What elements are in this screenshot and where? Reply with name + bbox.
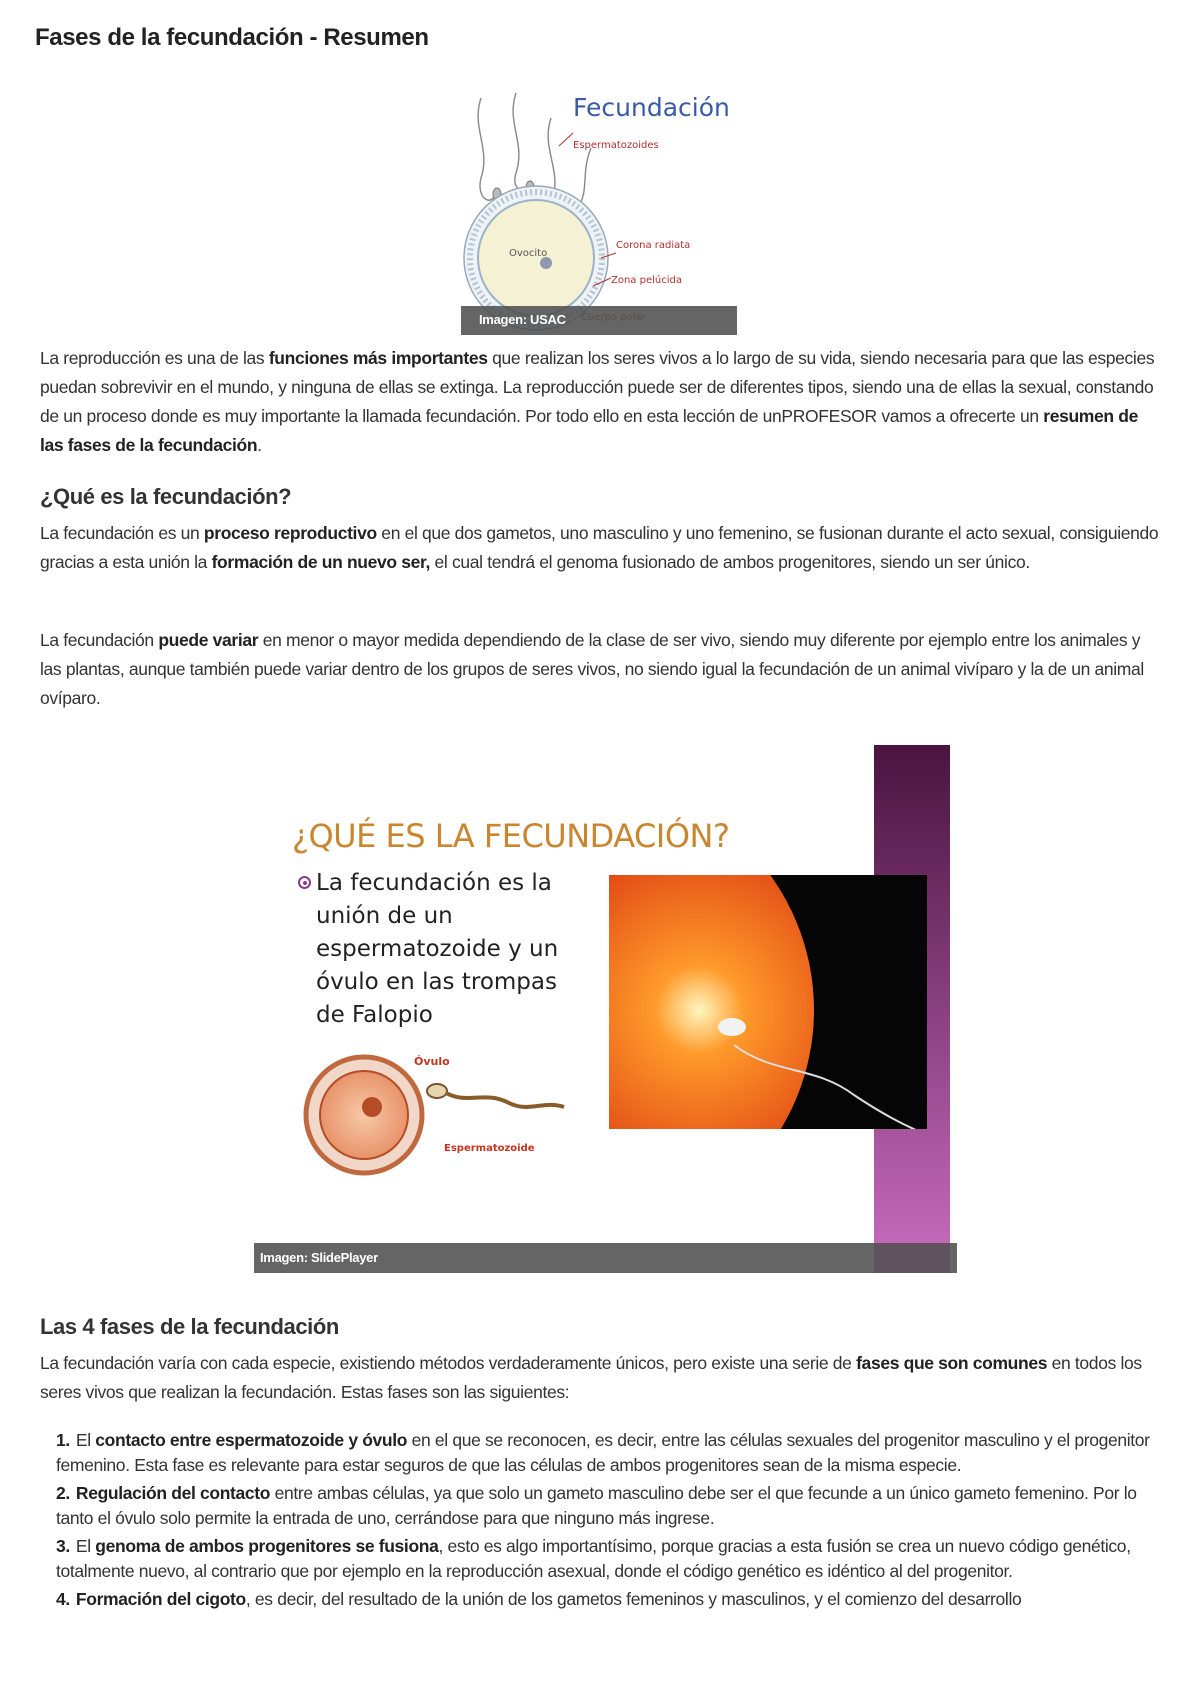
phases-intro-paragraph: La fecundación varía con cada especie, existiendo métodos verdaderamente únicos, pero existe una serie de fases que son comunes en todos los seres vivos que realizan la fecundación. Estas fases son las siguientes:: [40, 1353, 1142, 1402]
label-espermatozoide: Espermatozoide: [444, 1143, 535, 1154]
fecundacion-diagram: [461, 88, 737, 335]
list-item: 2. Regulación del contacto entre ambas células, ya que solo un gameto masculino debe ser el que fecunde a un único gameto femenino. Por lo tanto el óvulo solo permite la entrada de uno, cerrándose para que ninguno más ingrese.: [56, 1483, 1137, 1528]
definition-paragraph: La fecundación es un proceso reproductivo en el que dos gametos, uno masculino y uno femenino, se fusionan durante el acto sexual, consiguiendo gracias a esta unión la formación de un nuevo ser, el cual tendrá el genoma fusionado de ambos progenitores, siendo un ser único.: [40, 523, 1159, 572]
slide-bullet-text: La fecundación es la unión de un espermatozoide y un óvulo en las trompas de Falopio: [316, 870, 559, 1028]
list-item: 4. Formación del cigoto, es decir, del resultado de la unión de los gametos femeninos y masculinos, y el comienzo del desarrollo: [56, 1589, 1022, 1609]
list-item: 1. El contacto entre espermatozoide y óvulo en el que se reconocen, es decir, entre las células sexuales del progenitor masculino y el progenitor femenino. Esta fase es relevante para estar seguros de que las células de ambos progenitores sean de la misma especie.: [56, 1430, 1150, 1475]
section-heading-what-is: ¿Qué es la fecundación?: [40, 484, 292, 509]
diagram-title: Fecundación: [573, 93, 730, 122]
page-title: Fases de la fecundación - Resumen: [35, 24, 429, 51]
bullet-icon: [298, 876, 311, 889]
slide-title: ¿QUÉ ES LA FECUNDACIÓN?: [292, 817, 730, 855]
intro-paragraph: La reproducción es una de las funciones más importantes que realizan los seres vivos a lo largo de su vida, siendo necesaria para que las especies puedan sobrevivir en el mundo, y ninguna de ellas se extinga. La reproducción puede ser de diferentes tipos, siendo una de ellas la sexual, constando de un proceso donde es muy importante la llamada fecundación. Por todo ello en esta lección de unPROFESOR vamos a ofrecerte un resumen de las fases de la fecundación.: [40, 348, 1155, 455]
phases-list: [56, 1428, 1166, 1615]
label-zona: Zona pelúcida: [611, 275, 682, 286]
list-item: 3. El genoma de ambos progenitores se fusiona, esto es algo importantísimo, porque gracias a esta fusión se crea un nuevo código genético, totalmente nuevo, al contrario que por ejemplo en la reproducción asexual, donde el código genético es idéntico al del progenitor.: [56, 1536, 1131, 1581]
image-caption: Imagen: SlidePlayer: [254, 1243, 957, 1273]
fecundacion-diagram-figure: [461, 88, 737, 335]
variation-paragraph: La fecundación puede variar en menor o mayor medida dependiendo de la clase de ser vivo, siendo muy diferente por ejemplo entre los animales y las plantas, aunque también puede variar dentro de los grupos de seres vivos, no siendo igual la fecundación de un animal vivíparo y la de un animal ovíparo.: [40, 630, 1144, 708]
image-caption: Imagen: USAC: [461, 306, 737, 335]
label-ovulo: Óvulo: [414, 1055, 450, 1068]
label-corona: Corona radiata: [616, 240, 691, 251]
label-oocyte: Ovocito: [509, 248, 548, 259]
label-sperm: Espermatozoides: [573, 140, 659, 151]
slide-figure: [254, 745, 957, 1273]
section-heading-phases: Las 4 fases de la fecundación: [40, 1314, 339, 1339]
